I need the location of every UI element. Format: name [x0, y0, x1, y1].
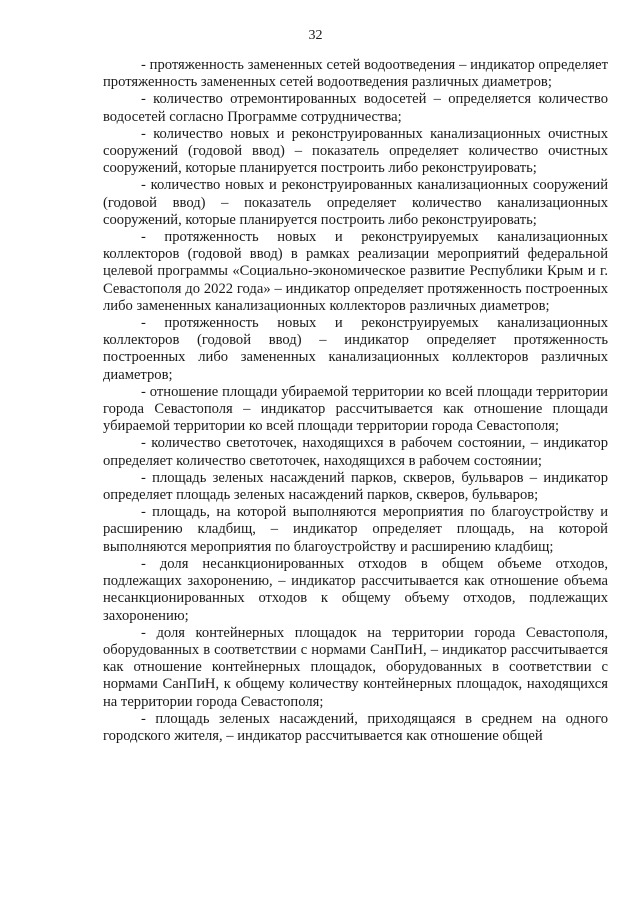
paragraph-cemetery-improvement: - площадь, на которой выполняются мероприятия по благоустройству и расширению кладбищ, – индикатор определяет площадь, на которой выполняются мероприятия по благоустройству и расширению кладбищ;: [103, 504, 608, 555]
paragraph-green-areas-parks: - площадь зеленых насаждений парков, скверов, бульваров – индикатор определяет площадь зеленых насаждений парков, скверов, бульваров;: [103, 469, 608, 504]
paragraph-sewer-facilities: - количество новых и реконструированных канализационных сооружений (годовой ввод) – показатель определяет количество канализационных сооружений, которые планируется построить либо реконструировать;: [103, 177, 608, 228]
paragraph-street-lights: - количество светоточек, находящихся в рабочем состоянии, – индикатор определяет количество светоточек, находящихся в рабочем состоянии;: [103, 435, 608, 469]
paragraph-repaired-water-networks: - количество отремонтированных водосетей – определяется количество водосетей согласно Программе сотрудничества;: [103, 91, 608, 125]
page-number: 32: [308, 28, 323, 43]
paragraph-treatment-facilities: - количество новых и реконструированных канализационных очистных сооружений (годовой ввод) – показатель определяет количество очистных сооружений, которые планируется построить либо реконструировать;: [103, 125, 608, 177]
document-body: [103, 57, 608, 745]
paragraph-green-area-per-resident: - площадь зеленых насаждений, приходящаяся в среднем на одного городского жителя, – индикатор рассчитывается как отношение общей: [103, 710, 608, 744]
paragraph-cleaned-area-ratio: - отношение площади убираемой территории ко всей площади территории города Севастополя – индикатор рассчитывается как отношение площади убираемой территории ко всей площади территории города Севастополя;: [103, 383, 608, 435]
paragraph-sewer-collectors-federal: - протяженность новых и реконструируемых канализационных коллекторов (годовой ввод) в рамках реализации мероприятий федеральной целевой программы «Социально-экономическое развитие Республики Крым и г. Севастополя до 2022 года» – индикатор определяет протяженность построенных либо замененных канализационных коллекторов различных диаметров;: [103, 229, 608, 314]
paragraph-sewer-collectors: - протяженность новых и реконструируемых канализационных коллекторов (годовой ввод) – индикатор определяет протяженность построенных либо замененных канализационных коллекторов различных диаметров;: [103, 315, 608, 383]
paragraph-wastewater-networks: - протяженность замененных сетей водоотведения – индикатор определяет протяженность замененных сетей водоотведения различных диаметров;: [103, 57, 608, 91]
paragraph-unauthorized-waste-share: - доля несанкционированных отходов в общем объеме отходов, подлежащих захоронению, – индикатор рассчитывается как отношение объема несанкционированных отходов к общему объему отходов, подлежащих захоронению;: [103, 555, 608, 624]
paragraph-container-sites-share: - доля контейнерных площадок на территории города Севастополя, оборудованных в соответствии с нормами СанПиН, – индикатор рассчитывается как отношение контейнерных площадок, оборудованных в соответствии с нормами СанПиН, к общему количеству контейнерных площадок, находящихся на территории города Севастополя;: [103, 624, 608, 710]
